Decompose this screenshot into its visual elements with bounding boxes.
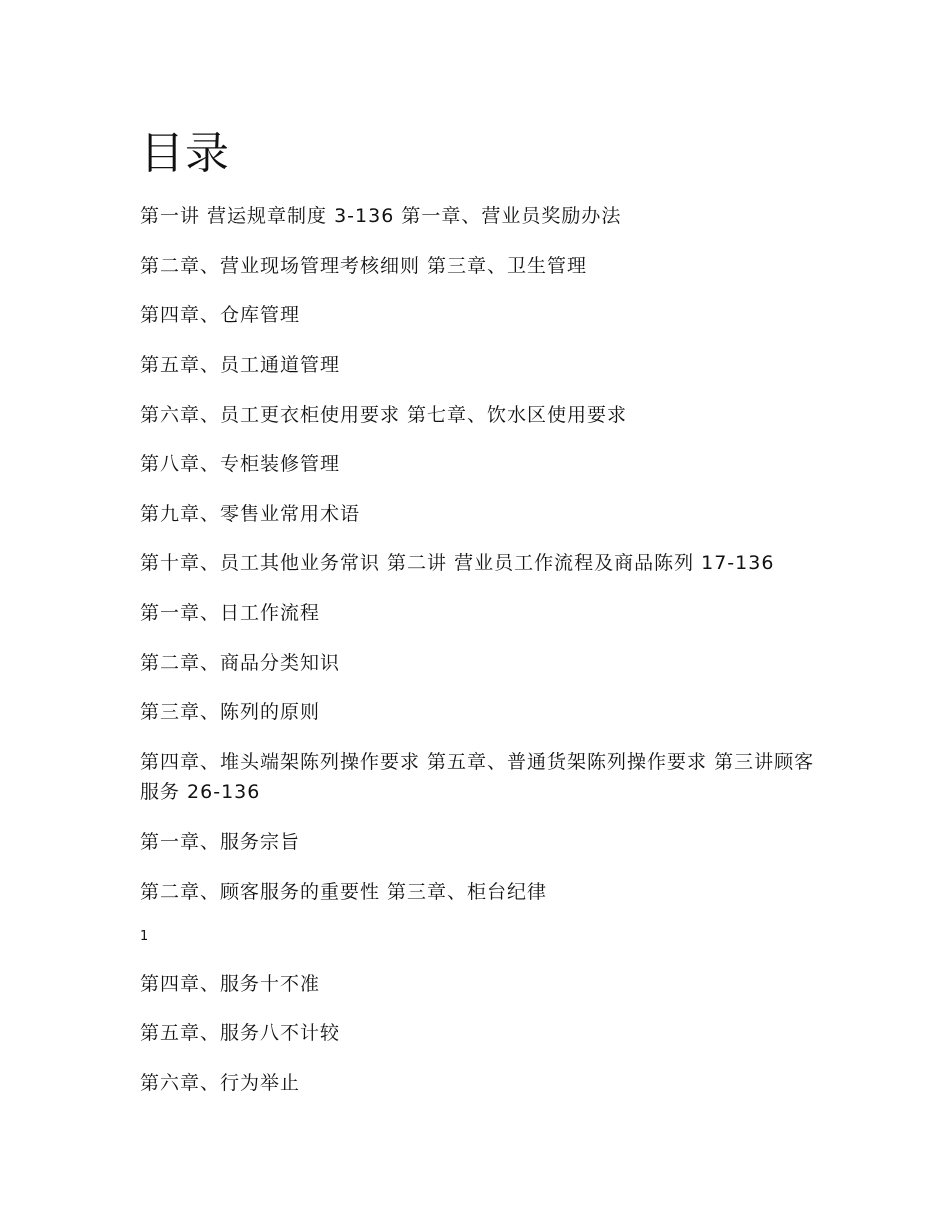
- toc-entry: 第四章、堆头端架陈列操作要求 第五章、普通货架陈列操作要求 第三讲顾客服务 26-136: [140, 751, 815, 803]
- toc-entry: 第十章、员工其他业务常识 第二讲 营业员工作流程及商品陈列 17-136: [140, 552, 775, 574]
- toc-entry: 第二章、商品分类知识: [140, 652, 341, 674]
- toc-entry: 第六章、员工更衣柜使用要求 第七章、饮水区使用要求: [140, 404, 628, 426]
- toc-title: 目录: [140, 128, 230, 179]
- page-number: 1: [140, 929, 149, 944]
- toc-entry: 第一讲 营运规章制度 3-136 第一章、营业员奖励办法: [140, 205, 622, 227]
- toc-entry: 第九章、零售业常用术语: [140, 503, 361, 525]
- toc-entry: 第二章、营业现场管理考核细则 第三章、卫生管理: [140, 255, 588, 277]
- toc-entry: 第六章、行为举止: [140, 1072, 301, 1094]
- toc-entry: 第一章、服务宗旨: [140, 831, 301, 853]
- toc-entry: 第五章、服务八不计较: [140, 1022, 341, 1044]
- toc-entry: 第二章、顾客服务的重要性 第三章、柜台纪律: [140, 881, 548, 903]
- toc-entry: 第四章、仓库管理: [140, 304, 301, 326]
- toc-entry: 第三章、陈列的原则: [140, 701, 321, 723]
- toc-entry: 第四章、服务十不准: [140, 973, 321, 995]
- toc-entry: 第五章、员工通道管理: [140, 354, 341, 376]
- toc-entry: 第八章、专柜装修管理: [140, 453, 341, 475]
- toc-entry: 第一章、日工作流程: [140, 602, 321, 624]
